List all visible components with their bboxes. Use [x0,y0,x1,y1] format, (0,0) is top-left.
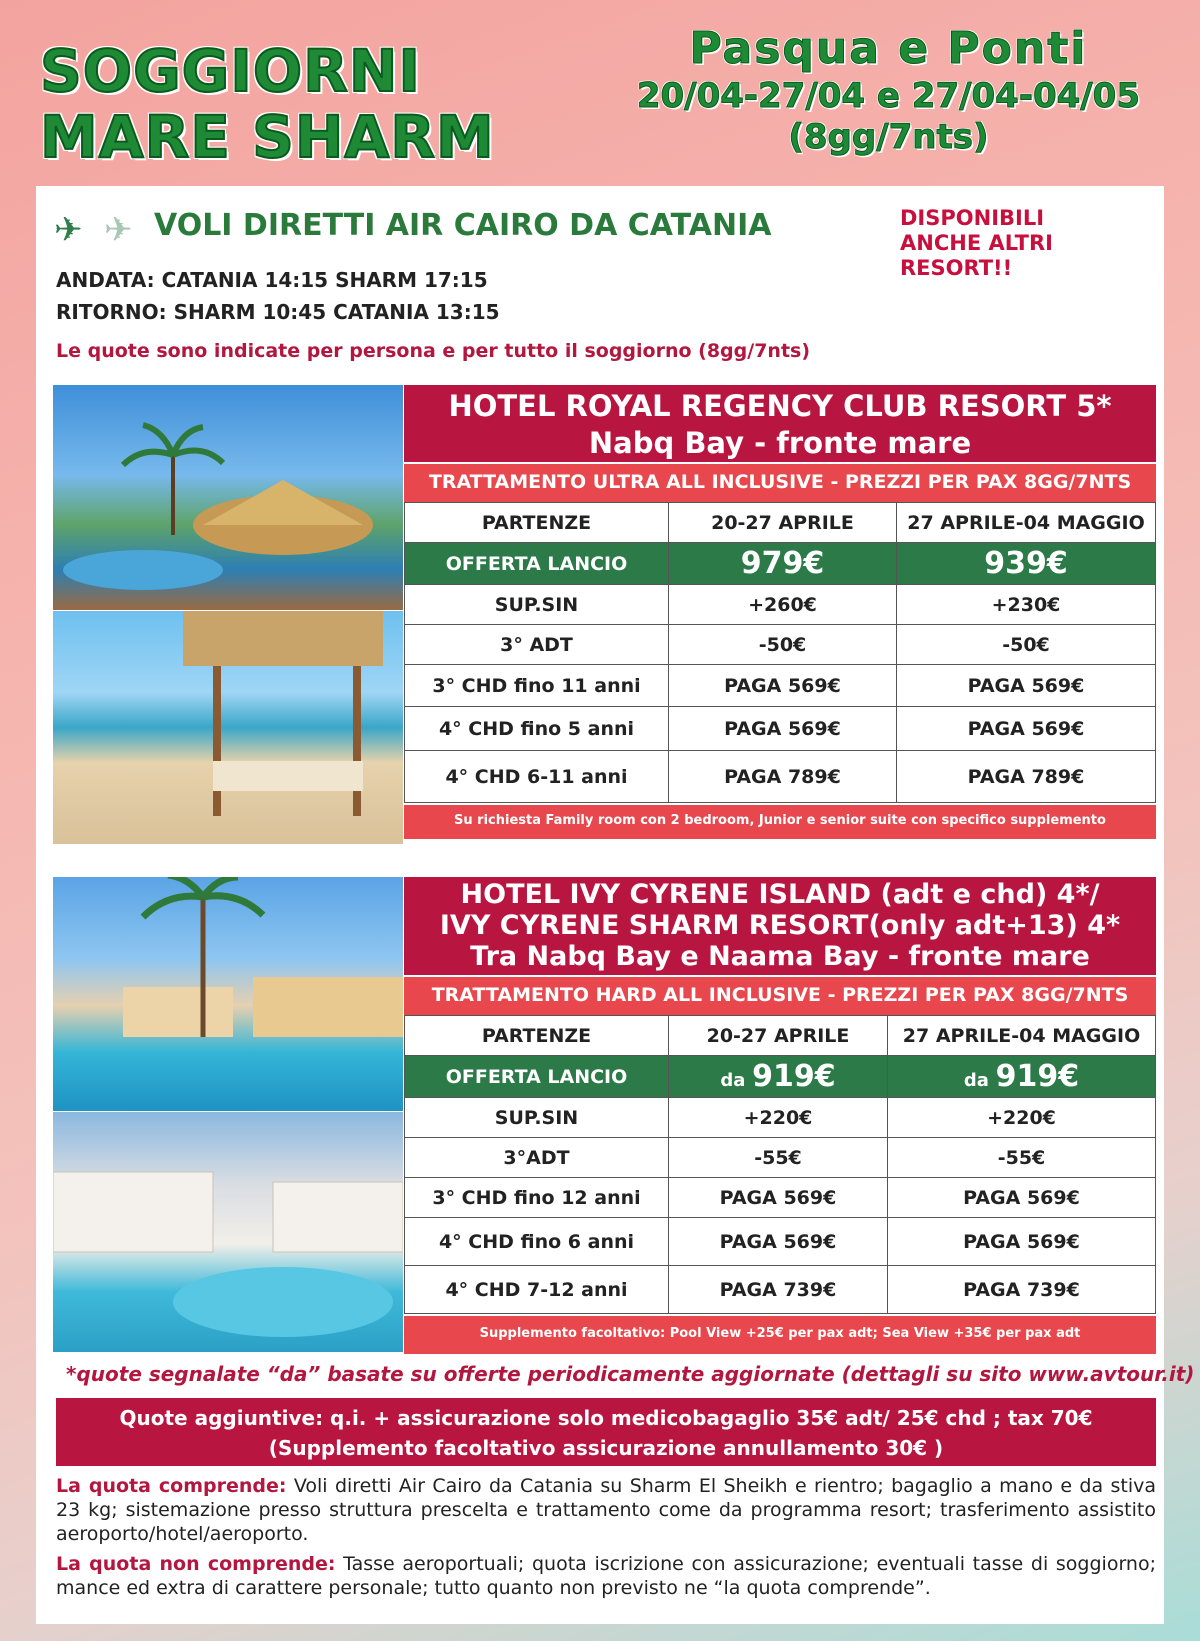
row-label: SUP.SIN [405,585,669,625]
offer-price: 919€ [995,1059,1080,1094]
offer-label: OFFERTA LANCIO [405,543,669,585]
offer-row [405,1056,1156,1098]
offer-prefix: da [963,1070,989,1091]
table-row [405,707,1156,751]
row-label: 4° CHD fino 5 anni [405,707,669,751]
table-row [405,585,1156,625]
row-label: 4° CHD 7-12 anni [405,1266,669,1314]
row-value: +220€ [669,1098,888,1138]
period-title: Pasqua e Ponti [689,23,1088,74]
row-label: SUP.SIN [405,1098,669,1138]
airplane-icon: ✈ [54,210,83,250]
availability-line: RESORT!! [900,256,1013,280]
availability-note [900,206,1053,281]
hotel1-beach-illustration [53,611,403,844]
row-value: -50€ [897,625,1156,665]
row-value: -55€ [669,1138,888,1178]
extra-costs-line: Quote aggiuntive: q.i. + assicurazione solo medicobagaglio 35€ adt/ 25€ chd ; tax 70€ [119,1406,1093,1430]
offer-label: OFFERTA LANCIO [405,1056,669,1098]
excludes-text: Tasse aeroportuali; quota iscrizione con assicurazione; eventuali tasse di soggiorno; mance ed extra di carattere personale; tutto quanto non previsto ne “la quota comprende”. [56,1553,1157,1599]
row-value: PAGA 569€ [669,665,897,707]
header-cell: 20-27 APRILE [669,503,897,543]
title-line-2: MARE SHARM [40,103,495,171]
row-value: PAGA 569€ [897,665,1156,707]
table-row [405,751,1156,803]
hotel1-price-table [404,502,1156,803]
row-value: +230€ [897,585,1156,625]
da-footnote: *quote segnalate “da” basate su offerte periodicamente aggiornate (dettagli su sito www.avtour.it) [66,1362,1195,1386]
period-block [637,22,1140,158]
row-value: PAGA 569€ [669,1218,888,1266]
row-value: PAGA 739€ [888,1266,1156,1314]
includes-text: Voli diretti Air Cairo da Catania su Sharm El Sheikh e rientro; bagaglio a mano e da stiva 23 kg; sistemazione presso struttura prescelta e trattamento come da programma resort; trasferimento assistito aeroporto/hotel/aeroporto. [56,1475,1156,1545]
hotel1-footnote: Su richiesta Family room con 2 bedroom, Junior e senior suite con specifico supplemento [404,803,1156,839]
row-label: 3° CHD fino 11 anni [405,665,669,707]
airplane-icon: ✈ [104,210,133,250]
hotel2-header [404,877,1156,975]
hotel1-name: HOTEL ROYAL REGENCY CLUB RESORT 5* [448,389,1112,423]
hotel2-resort-photo [53,1112,403,1352]
hotel2-footnote: Supplemento facoltativo: Pool View +25€ per pax adt; Sea View +35€ per pax adt [404,1314,1156,1354]
header-cell: PARTENZE [405,503,669,543]
offer-price: 979€ [669,543,897,585]
hotel2-treatment: TRATTAMENTO HARD ALL INCLUSIVE - PREZZI PER PAX 8GG/7NTS [404,975,1156,1015]
title-line-1: SOGGIORNI [40,37,421,105]
table-row [405,665,1156,707]
row-value: PAGA 789€ [897,751,1156,803]
extra-costs-box [56,1398,1156,1466]
hotel1-location: Nabq Bay - fronte mare [588,426,972,460]
offer-prefix: da [720,1070,746,1091]
hotel2-name-alt: IVY CYRENE SHARM RESORT(only adt+13) 4* [439,910,1121,941]
period-dates: 20/04-27/04 e 27/04-04/05 [636,76,1140,116]
table-row [405,1178,1156,1218]
row-value: +220€ [888,1098,1156,1138]
hotel1-pool-photo [53,385,403,610]
includes-label: La quota comprende: [56,1475,287,1497]
hotel1-treatment: TRATTAMENTO ULTRA ALL INCLUSIVE - PREZZI PER PAX 8GG/7NTS [404,462,1156,502]
row-value: PAGA 569€ [669,707,897,751]
offer-price-cell [888,1056,1156,1098]
outbound-flight: ANDATA: CATANIA 14:15 SHARM 17:15 [56,268,488,292]
header-cell: 27 APRILE-04 MAGGIO [897,503,1156,543]
table-row [405,625,1156,665]
hotel1-card [404,385,1156,839]
row-label: 4° CHD fino 6 anni [405,1218,669,1266]
extra-costs-line: (Supplemento facoltativo assicurazione annullamento 30€ ) [268,1436,944,1460]
availability-line: ANCHE ALTRI [900,231,1053,255]
table-header-row [405,503,1156,543]
period-duration: (8gg/7nts) [788,117,989,157]
includes-paragraph [56,1474,1156,1546]
hotel2-card [404,877,1156,1354]
hotel2-price-table [404,1015,1156,1314]
header-cell: PARTENZE [405,1016,669,1056]
row-value: PAGA 569€ [897,707,1156,751]
row-value: PAGA 569€ [669,1178,888,1218]
offer-price-cell [669,1056,888,1098]
hotel2-resort-illustration [53,1112,403,1352]
table-row [405,1266,1156,1314]
row-label: 3° ADT [405,625,669,665]
row-value: PAGA 739€ [669,1266,888,1314]
row-label: 4° CHD 6-11 anni [405,751,669,803]
offer-price: 939€ [897,543,1156,585]
row-label: 3° CHD fino 12 anni [405,1178,669,1218]
availability-line: DISPONIBILI [900,206,1045,230]
row-value: PAGA 569€ [888,1178,1156,1218]
hotel1-beach-photo [53,611,403,844]
row-value: PAGA 789€ [669,751,897,803]
row-label: 3°ADT [405,1138,669,1178]
hotel2-pool-photo [53,877,403,1111]
table-row [405,1218,1156,1266]
row-value: PAGA 569€ [888,1218,1156,1266]
hotel2-pool-illustration [53,877,403,1111]
row-value: -55€ [888,1138,1156,1178]
header-cell: 27 APRILE-04 MAGGIO [888,1016,1156,1056]
return-flight: RITORNO: SHARM 10:45 CATANIA 13:15 [56,300,500,324]
row-value: +260€ [669,585,897,625]
table-row [405,1098,1156,1138]
flights-title: VOLI DIRETTI AIR CAIRO DA CATANIA [154,208,772,243]
excludes-label: La quota non comprende: [56,1553,336,1575]
header-cell: 20-27 APRILE [669,1016,888,1056]
row-value: -50€ [669,625,897,665]
main-title [40,38,495,170]
table-row [405,1138,1156,1178]
hotel2-location: Tra Nabq Bay e Naama Bay - fronte mare [470,941,1090,972]
hotel1-header [404,385,1156,462]
excludes-paragraph [56,1552,1156,1600]
quote-note: Le quote sono indicate per persona e per tutto il soggiorno (8gg/7nts) [56,340,811,362]
offer-price: 919€ [752,1059,836,1094]
hotel2-name: HOTEL IVY CYRENE ISLAND (adt e chd) 4*/ [460,879,1100,910]
offer-row [405,543,1156,585]
hotel1-pool-illustration [53,385,403,610]
table-header-row [405,1016,1156,1056]
